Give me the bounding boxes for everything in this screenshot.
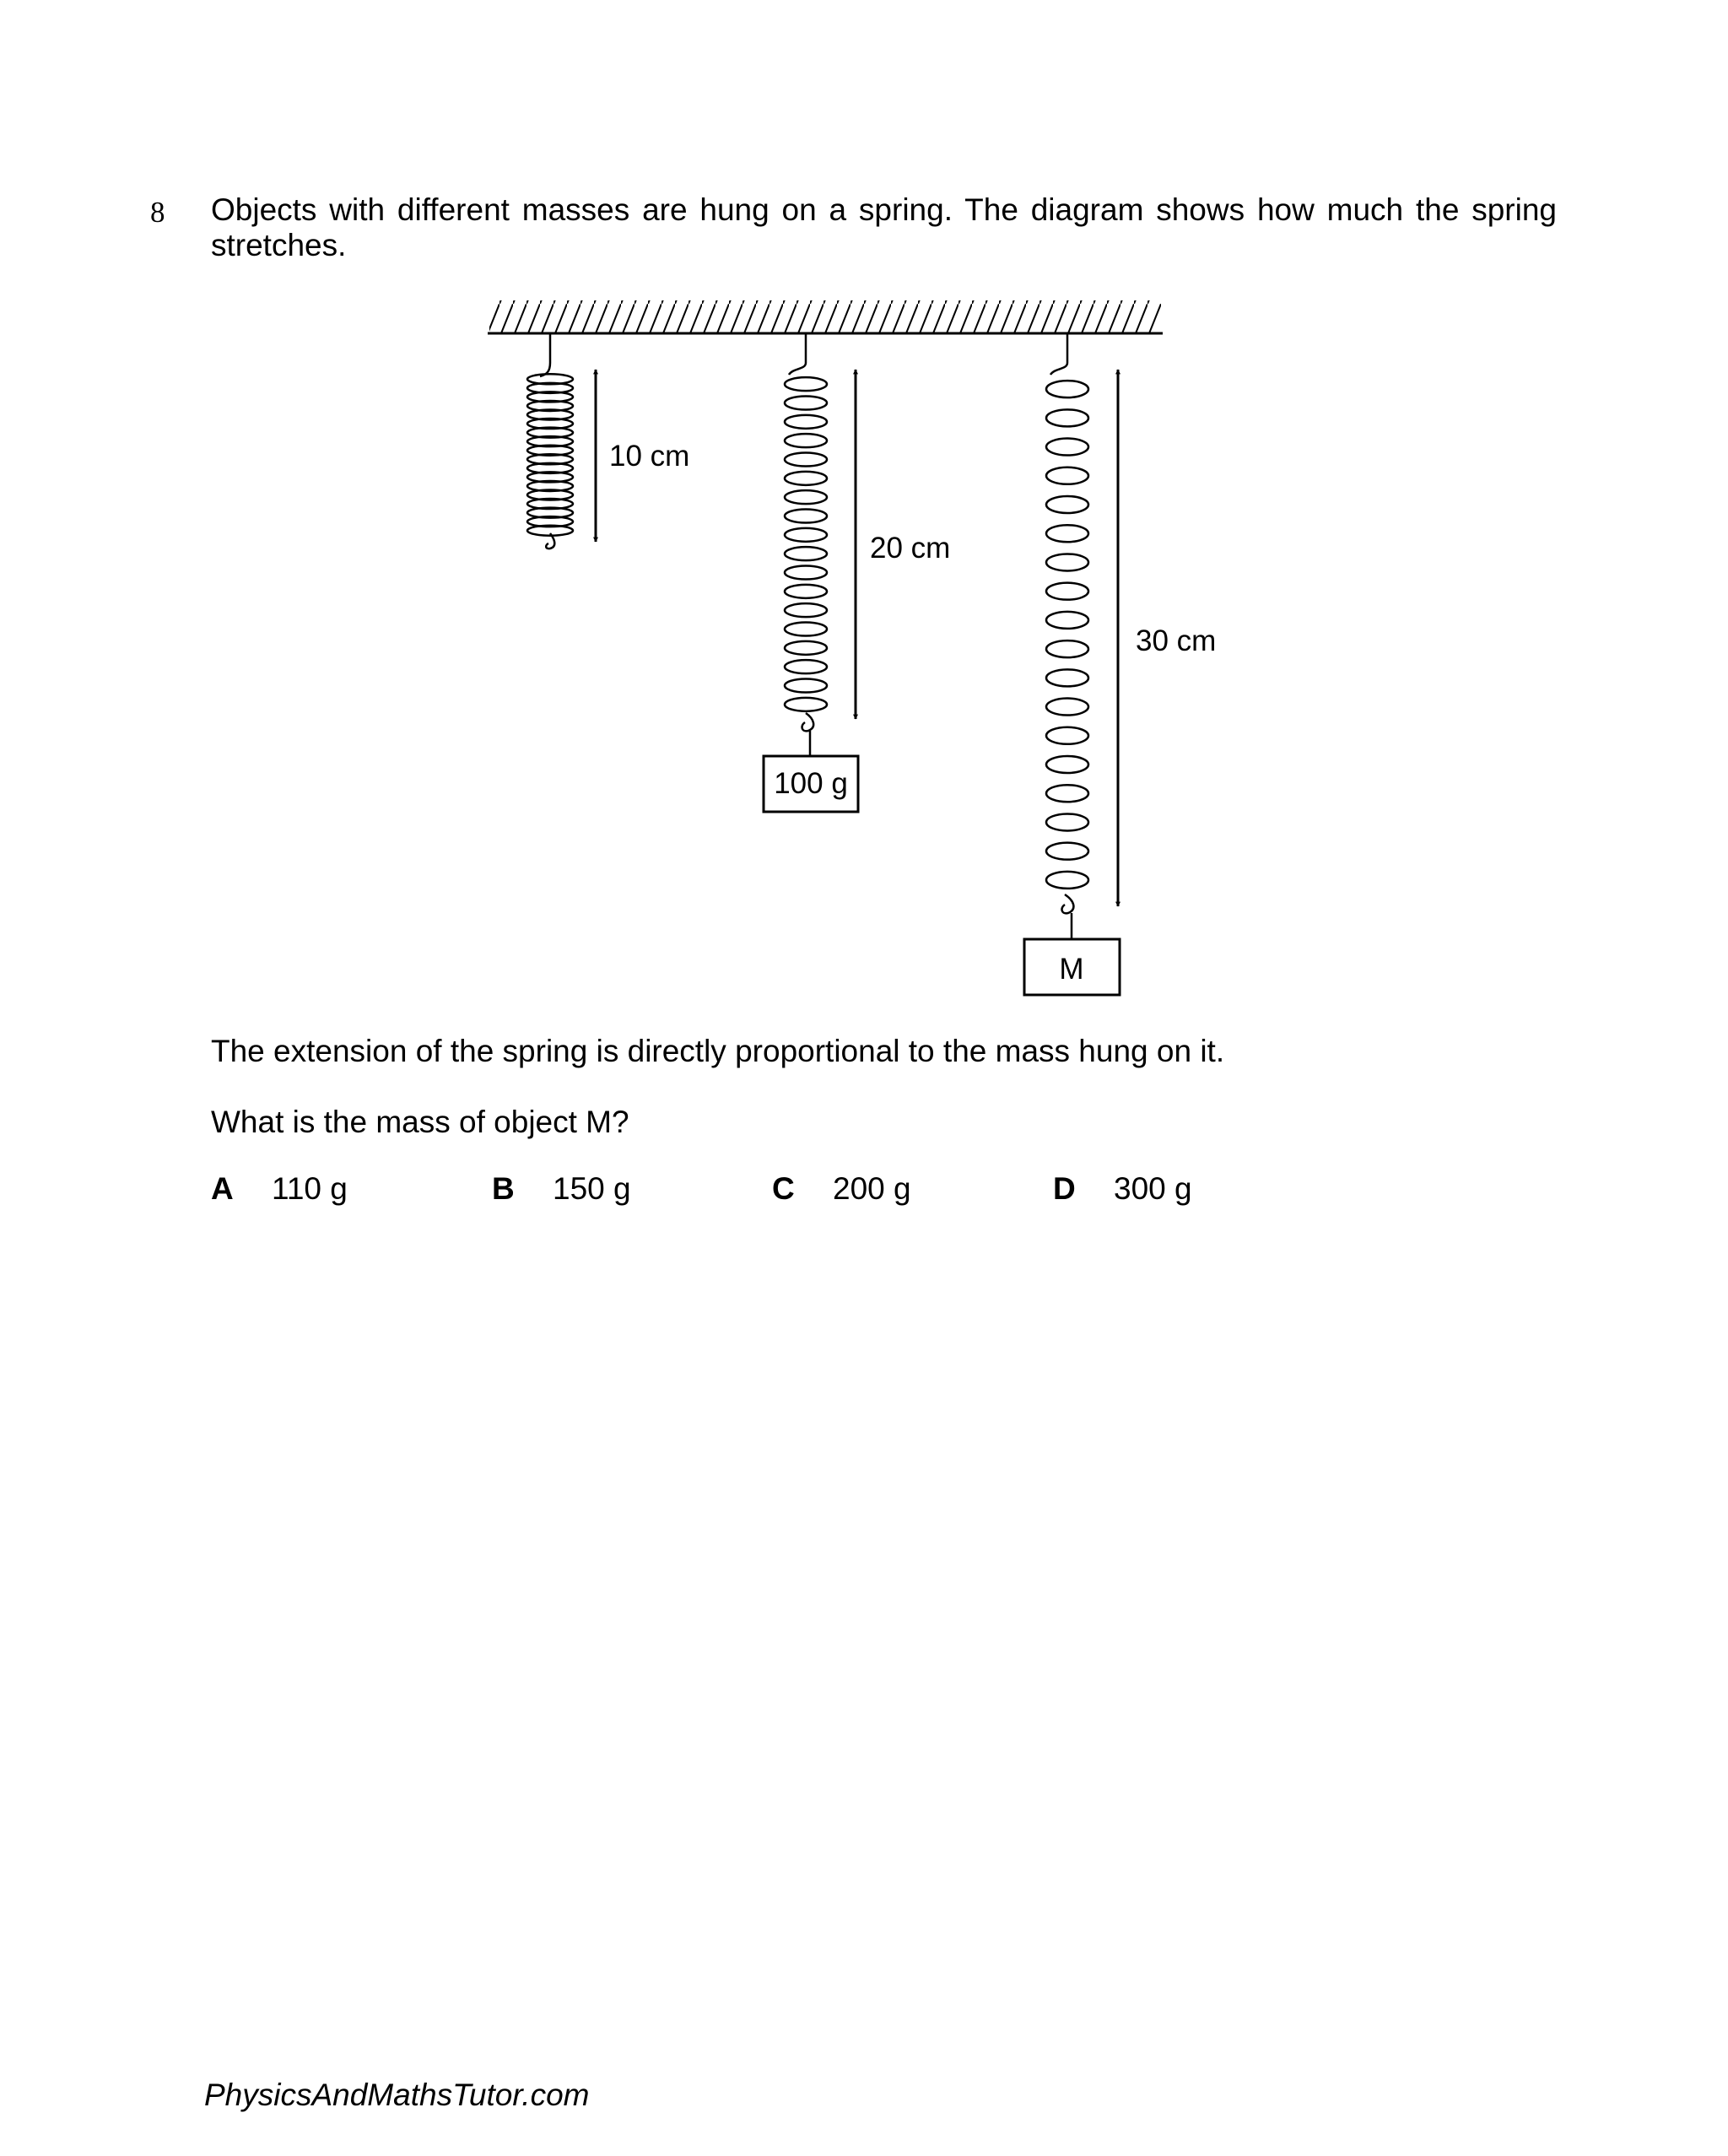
length-label-3: 30 cm (1136, 624, 1217, 657)
spring-coil (1046, 669, 1088, 686)
spring-coil (1046, 583, 1088, 600)
option-letter: C (772, 1171, 795, 1206)
spring-coil (785, 528, 827, 542)
spring-coil (785, 453, 827, 467)
spring-coil (785, 397, 827, 410)
spring-coil (1046, 699, 1088, 716)
option-letter: A (211, 1171, 234, 1206)
spring-coil (785, 698, 827, 711)
spring-coil (785, 415, 827, 429)
spring-coil (785, 679, 827, 693)
length-label-2: 20 cm (870, 532, 951, 565)
spring-coil (1046, 727, 1088, 744)
spring-coil (1046, 843, 1088, 860)
spring-coil (785, 490, 827, 504)
question-number: 8 (150, 196, 165, 229)
ceiling (488, 300, 1163, 333)
spring-coil (785, 377, 827, 391)
statement-text: The extension of the spring is directly proportional to the mass hung on it. (211, 1034, 1225, 1068)
option-value: 110 g (272, 1171, 348, 1206)
question-stem: Objects with different masses are hung on a spring. The diagram shows how much the spring stretches. (211, 192, 1557, 262)
spring-coil (1046, 554, 1088, 570)
spring-coil (785, 434, 827, 447)
option-c[interactable] (772, 1171, 911, 1207)
spring-diagram (0, 0, 1728, 1038)
spring-coil (785, 472, 827, 485)
option-value: 150 g (553, 1171, 631, 1206)
option-letter: B (492, 1171, 515, 1206)
spring-coil (1046, 813, 1088, 830)
spring-coil (1046, 525, 1088, 542)
mass-label-m: M (1059, 953, 1084, 986)
spring-coil (785, 603, 827, 617)
spring-coil (1046, 467, 1088, 484)
footer-watermark: PhysicsAndMathsTutor.com (204, 2078, 590, 2112)
spring-coil (785, 566, 827, 580)
option-d[interactable] (1053, 1171, 1192, 1207)
spring-coil (1046, 872, 1088, 889)
mass-label-100g: 100 g (774, 767, 848, 800)
spring-coil (1046, 785, 1088, 802)
spring-with-100g (785, 333, 827, 755)
spring-coil (785, 510, 827, 523)
spring-coil (785, 660, 827, 673)
option-value: 200 g (833, 1171, 911, 1206)
spring-coil (1046, 640, 1088, 657)
spring-coil (785, 547, 827, 560)
spring-coil (785, 623, 827, 636)
spring-coil (1046, 439, 1088, 456)
question-prompt: What is the mass of object M? (211, 1105, 629, 1139)
length-label-1: 10 cm (609, 440, 690, 473)
spring-coil (1046, 409, 1088, 426)
spring-coil (1046, 756, 1088, 773)
option-a[interactable] (211, 1171, 348, 1207)
option-letter: D (1053, 1171, 1076, 1206)
option-value: 300 g (1114, 1171, 1192, 1206)
spring-unloaded (527, 333, 573, 548)
spring-coil (1046, 381, 1088, 397)
option-b[interactable] (492, 1171, 631, 1207)
spring-coil (785, 641, 827, 655)
spring-coil (785, 585, 827, 598)
spring-with-m (1046, 333, 1088, 938)
spring-coil (1046, 612, 1088, 629)
spring-coil (1046, 496, 1088, 513)
